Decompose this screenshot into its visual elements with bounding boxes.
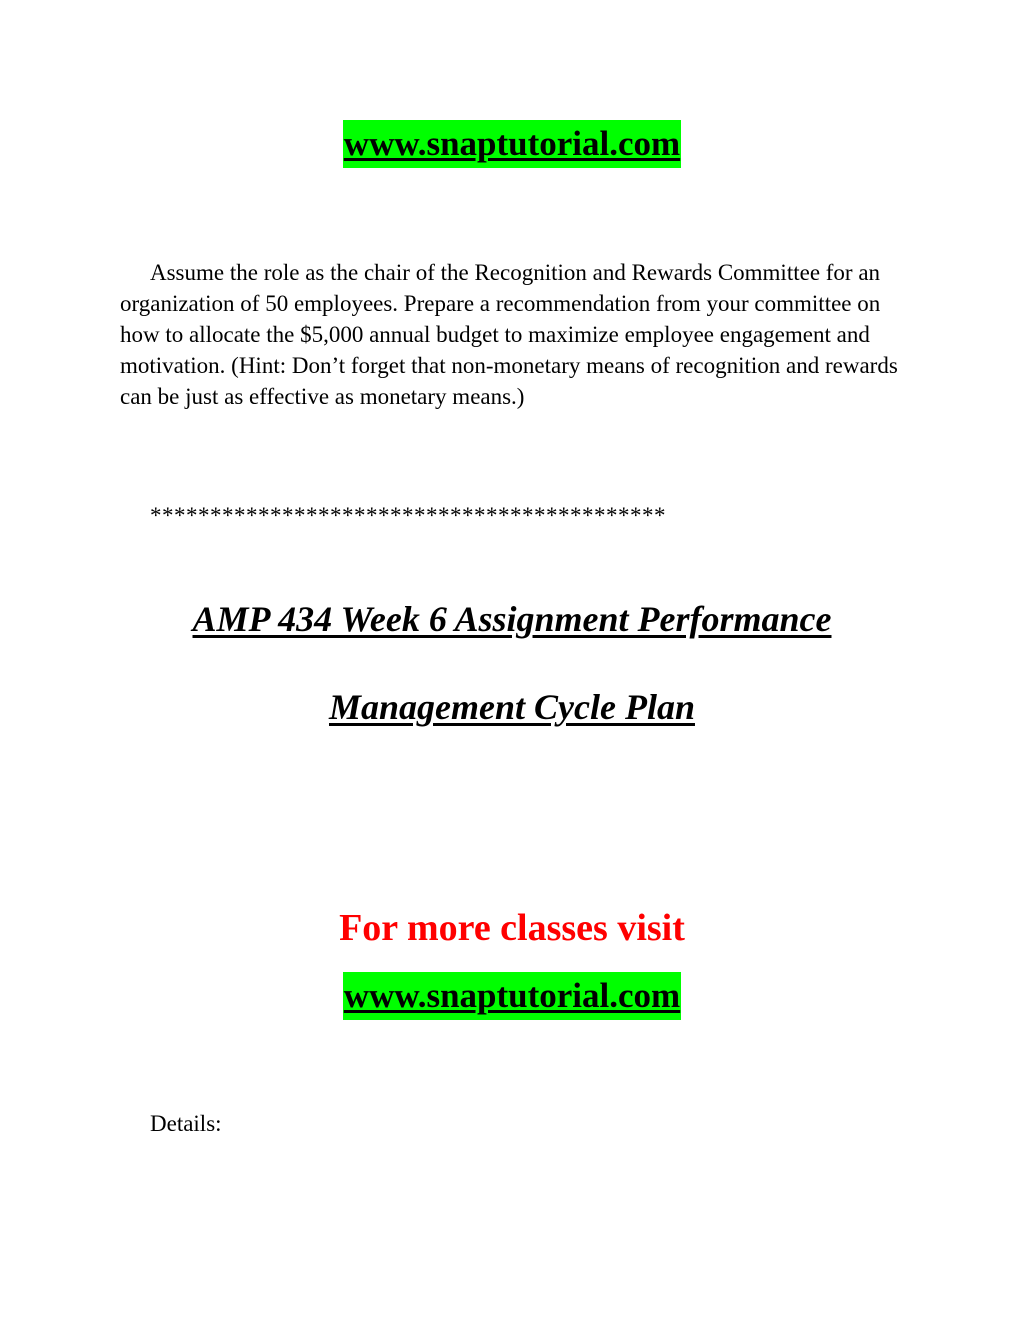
site-link-bottom[interactable]: www.snaptutorial.com [343, 972, 681, 1020]
separator-stars: ******************************************* [150, 503, 666, 528]
assignment-description: Assume the role as the chair of the Recognition and Rewards Committee for an organization of 50 employees. Prepare a recommendation from your committee on how to allocate the $5,000 annual budget to maximize employee engagement and motivation. (Hint: Don’t forget that non-monetary means of recognition and rewards can be just as effective as monetary means.) [120, 260, 898, 409]
document-title-line-1: AMP 434 Week 6 Assignment Performance [192, 599, 832, 639]
visit-text: For more classes visit [339, 907, 685, 949]
site-link-top[interactable]: www.snaptutorial.com [343, 120, 681, 168]
details-label: Details: [150, 1111, 222, 1136]
site-link-top-container [0, 120, 1024, 168]
document-title-line-2: Management Cycle Plan [329, 687, 695, 727]
site-link-bottom-container [0, 972, 1024, 1020]
